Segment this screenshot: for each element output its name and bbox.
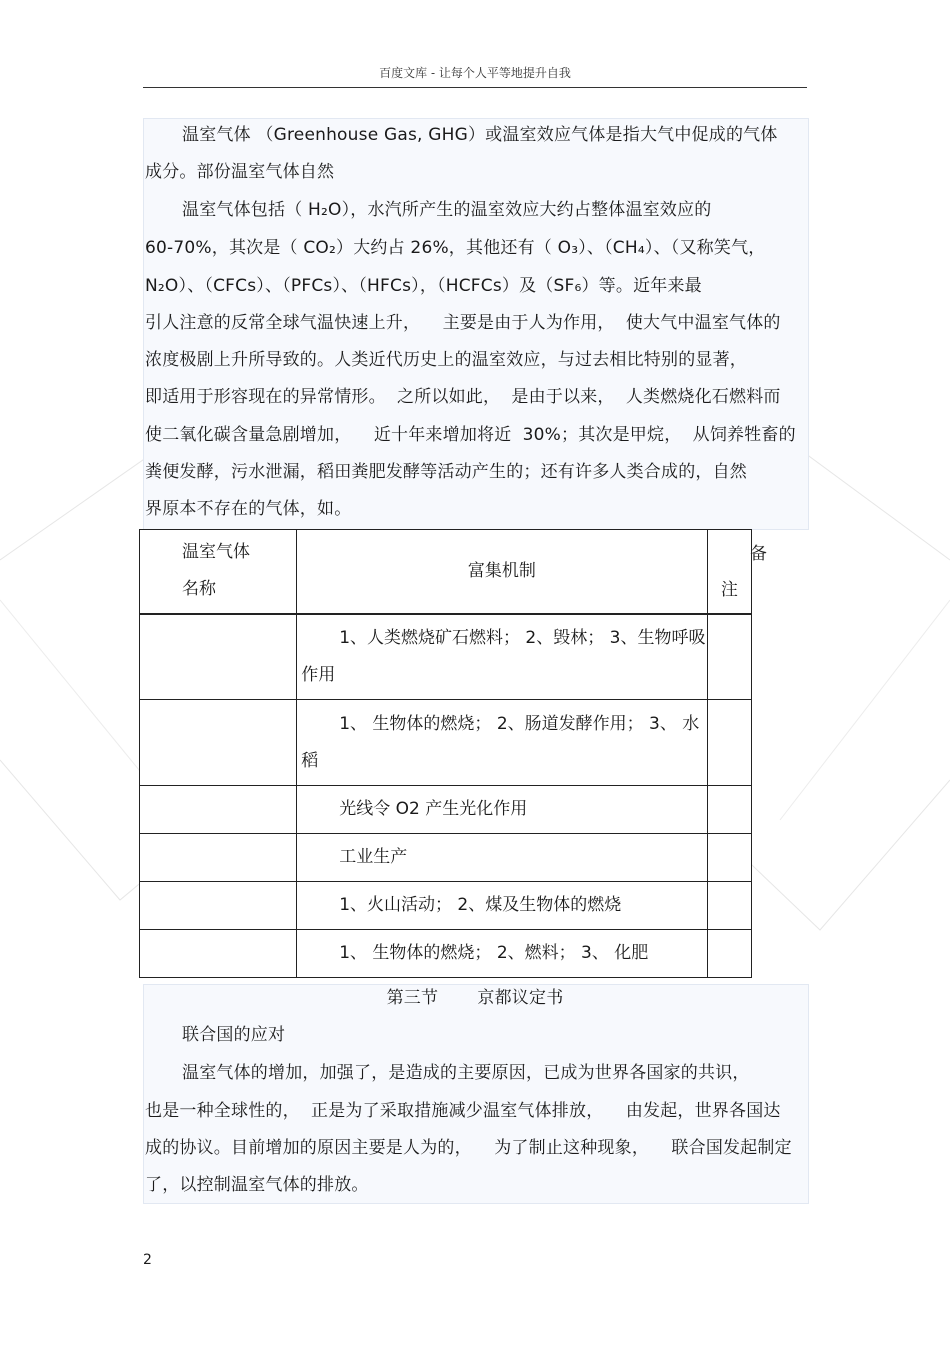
page-header: 百度文库 - 让每个人平等地提升自我 bbox=[143, 62, 807, 88]
mechanism-line: 1、火山活动； 2、煤及生物体的燃烧 bbox=[339, 895, 622, 915]
header-gas-name-line2: 名称 bbox=[182, 579, 216, 600]
paragraph-2-line: 即适用于形容现在的异常情形。 之所以如此， 是由于以来， 人类燃烧化石燃料而 bbox=[145, 387, 781, 407]
header-gas-name bbox=[140, 530, 297, 614]
mechanism-cell bbox=[297, 700, 707, 786]
mechanism-line: 作用 bbox=[301, 664, 336, 685]
greenhouse-gas-table bbox=[139, 529, 767, 978]
paragraph-1-line: 成分。部份温室气体自然 bbox=[145, 162, 335, 182]
note-cell bbox=[707, 700, 751, 786]
mechanism-cell bbox=[297, 614, 707, 700]
table-row bbox=[140, 834, 752, 882]
gas-name-cell bbox=[140, 930, 297, 978]
mechanism-cell bbox=[297, 834, 707, 882]
paragraph-2-line: 60-70%，其次是（ CO₂）大约占 26%，其他还有（ O₃）、（CH₄）、（又称笑气， bbox=[145, 238, 766, 258]
header-note-line2: 注 bbox=[720, 579, 738, 600]
paragraph-2-line: 使二氧化碳含量急剧增加， 近十年来增加将近 30%；其次是甲烷， 从饲养牲畜的 bbox=[145, 425, 796, 445]
mechanism-line: 稻 bbox=[301, 750, 319, 771]
gas-name-cell bbox=[140, 700, 297, 786]
header-note-line1: 备 bbox=[750, 544, 767, 564]
mechanism-line: 1、人类燃烧矿石燃料； 2、毁林； 3、生物呼吸 bbox=[339, 627, 706, 648]
paragraph-2-line: 温室气体包括（ H₂O），水汽所产生的温室效应大约占整体温室效应的 bbox=[182, 200, 712, 220]
section-3-line: 也是一种全球性的， 正是为了采取措施减少温室气体排放， 由发起，世界各国达 bbox=[145, 1101, 781, 1121]
paragraph-1-line: 温室气体 （Greenhouse Gas, GHG）或温室效应气体是指大气中促成的气体 bbox=[182, 125, 778, 145]
table-row bbox=[140, 700, 752, 786]
mechanism-line: 1、 生物体的燃烧； 2、燃料； 3、 化肥 bbox=[339, 943, 649, 963]
note-cell bbox=[707, 786, 751, 834]
paragraph-2-line: 界原本不存在的气体，如。 bbox=[145, 499, 352, 519]
header-mechanism: 富集机制 bbox=[297, 530, 707, 614]
note-cell bbox=[707, 930, 751, 978]
table-row bbox=[140, 882, 752, 930]
section-3-line: 成的协议。目前增加的原因主要是人为的， 为了制止这种现象， 联合国发起制定 bbox=[145, 1138, 792, 1158]
page-number: 2 bbox=[143, 1252, 152, 1268]
paragraph-2-line: N₂O）、（CFCs）、（PFCs）、（HFCs），（HCFCs）及（SF₆）等。近年来最 bbox=[145, 276, 702, 296]
section-3-line: 了，以控制温室气体的排放。 bbox=[145, 1175, 369, 1195]
table-row bbox=[140, 614, 752, 700]
note-cell bbox=[707, 834, 751, 882]
section-3-line: 温室气体的增加，加强了，是造成的主要原因，已成为世界各国家的共识， bbox=[182, 1063, 750, 1083]
mechanism-cell bbox=[297, 882, 707, 930]
paragraph-2-line: 粪便发酵，污水泄漏，稻田粪肥发酵等活动产生的；还有许多人类合成的，自然 bbox=[145, 462, 747, 482]
mechanism-line: 1、 生物体的燃烧； 2、肠道发酵作用； 3、 水 bbox=[339, 713, 700, 734]
section-title: 第三节 京都议定书 bbox=[386, 988, 564, 1008]
mechanism-line: 光线令 O2 产生光化作用 bbox=[339, 799, 528, 819]
gas-name-cell bbox=[140, 614, 297, 700]
note-cell bbox=[707, 614, 751, 700]
note-cell bbox=[707, 882, 751, 930]
mechanism-cell bbox=[297, 786, 707, 834]
gas-name-cell bbox=[140, 786, 297, 834]
section-subtitle: 联合国的应对 bbox=[182, 1025, 286, 1045]
paragraph-2-line: 引人注意的反常全球气温快速上升， 主要是由于人为作用， 使大气中温室气体的 bbox=[145, 313, 781, 333]
mechanism-line: 工业生产 bbox=[339, 847, 408, 867]
gas-name-cell bbox=[140, 834, 297, 882]
header-note bbox=[707, 530, 767, 614]
mechanism-cell bbox=[297, 930, 707, 978]
header-gas-name-line1: 温室气体 bbox=[182, 542, 250, 563]
table-row bbox=[140, 930, 752, 978]
gas-name-cell bbox=[140, 882, 297, 930]
paragraph-2-line: 浓度极剧上升所导致的。人类近代历史上的温室效应，与过去相比特别的显著， bbox=[145, 350, 747, 370]
table-header-row bbox=[140, 530, 752, 614]
table-row bbox=[140, 786, 752, 834]
